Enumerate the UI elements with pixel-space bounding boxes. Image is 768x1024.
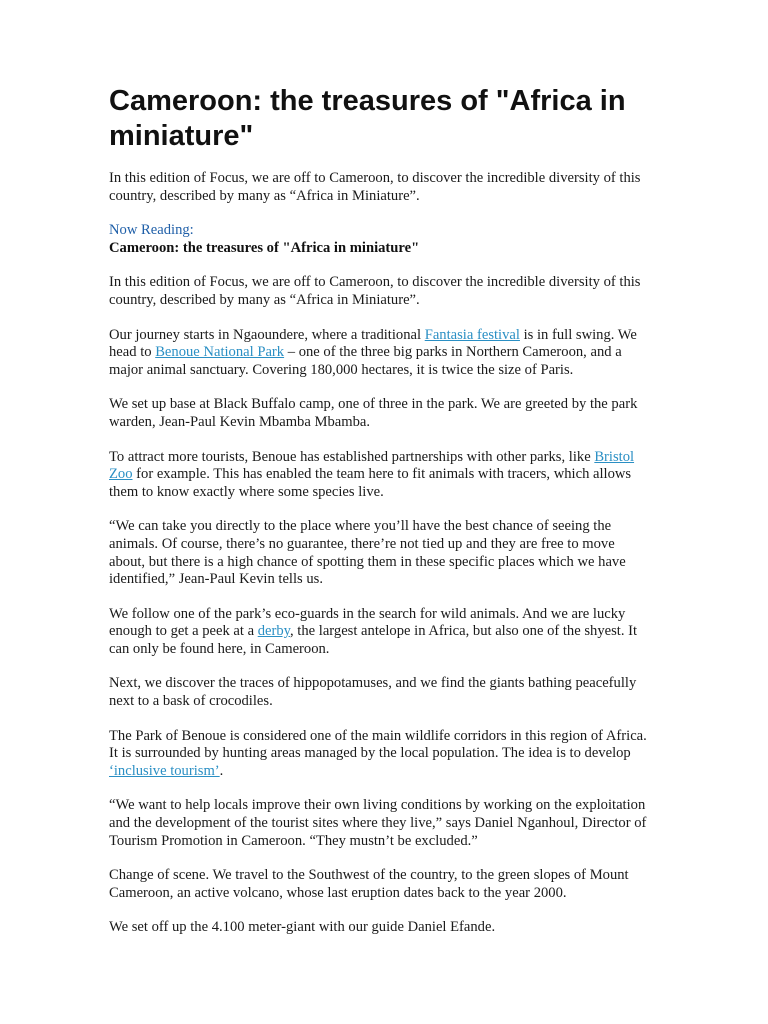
text: .: [219, 762, 224, 779]
intro-repeat-paragraph: In this edition of Focus, we are off to Cameroon, to discover the incredible diversity of this country, described by many as “Africa in Miniature”.: [109, 274, 641, 308]
paragraph-guide: We set off up the 4.100 meter-giant with our guide Daniel Efande.: [109, 919, 496, 936]
text: To attract more tourists, Benoue has established partnerships with other parks, like: [109, 448, 595, 465]
paragraph-quote-director: “We want to help locals improve their own living conditions by working on the exploitation and the development of the tourist sites where they live,” says Daniel Nganhoul, Director of Tourism Promotion in Cameroon. “They mustn’t be excluded.”: [109, 797, 647, 849]
now-reading-block: [109, 222, 654, 257]
text: The Park of Benoue is considered one of the main wildlife corridors in this region of Africa. It is surrounded by hunting areas managed by the local population. The idea is to develop: [109, 727, 647, 762]
paragraph-partnerships: [109, 449, 654, 502]
now-reading-title[interactable]: Cameroon: the treasures of "Africa in miniature": [109, 239, 420, 256]
fantasia-festival-link[interactable]: Fantasia festival: [424, 326, 520, 343]
text: for example. This has enabled the team here to fit animals with tracers, which allows them to know exactly where some species live.: [109, 466, 632, 500]
paragraph-journey: [109, 327, 654, 380]
derby-link[interactable]: derby: [257, 623, 290, 640]
bristol-zoo-link[interactable]: Bristol Zoo: [109, 448, 635, 483]
intro-paragraph: In this edition of Focus, we are off to Cameroon, to discover the incredible diversity of this country, described by many as “Africa in Miniature”.: [109, 170, 641, 204]
inclusive-tourism-link[interactable]: ‘inclusive tourism’: [109, 762, 220, 779]
text: We follow one of the park’s eco-guards in the search for wild animals. And we are lucky enough to get a peek at a: [109, 605, 626, 640]
text: – one of the three big parks in Northern Cameroon, and a major animal sanctuary. Covering 180,000 hectares, it is twice the size of Paris.: [109, 344, 622, 378]
paragraph-eco-guards: [109, 606, 654, 659]
paragraph-corridors: [109, 728, 654, 781]
paragraph-hippos: Next, we discover the traces of hippopotamuses, and we find the giants bathing peacefully next to a bask of crocodiles.: [109, 675, 637, 710]
text: is in full swing. We head to: [109, 326, 637, 361]
benoue-national-park-link[interactable]: Benoue National Park: [155, 344, 285, 361]
text: , the largest antelope in Africa, but also one of the shyest. It can only be found here, in Cameroon.: [109, 623, 638, 657]
paragraph-camp: We set up base at Black Buffalo camp, one of three in the park. We are greeted by the park warden, Jean-Paul Kevin Mbamba Mbamba.: [109, 396, 638, 430]
paragraph-quote-warden: “We can take you directly to the place where you’ll have the best chance of seeing the animals. Of course, there’s no guarantee, there’re not tied up and they are free to move about, but there is a high chance of spotting them in these specific places which we have identified,” Jean-Paul Kevin tells us.: [109, 518, 626, 588]
text: Our journey starts in Ngaoundere, where a traditional: [109, 326, 425, 343]
article: [109, 84, 654, 954]
article-title: Cameroon: the treasures of "Africa in miniature": [109, 85, 626, 152]
now-reading-label: Now Reading:: [109, 222, 194, 239]
paragraph-mount-cameroon: Change of scene. We travel to the Southwest of the country, to the green slopes of Mount Cameroon, an active volcano, whose last eruption dates back to the year 2000.: [109, 867, 629, 901]
